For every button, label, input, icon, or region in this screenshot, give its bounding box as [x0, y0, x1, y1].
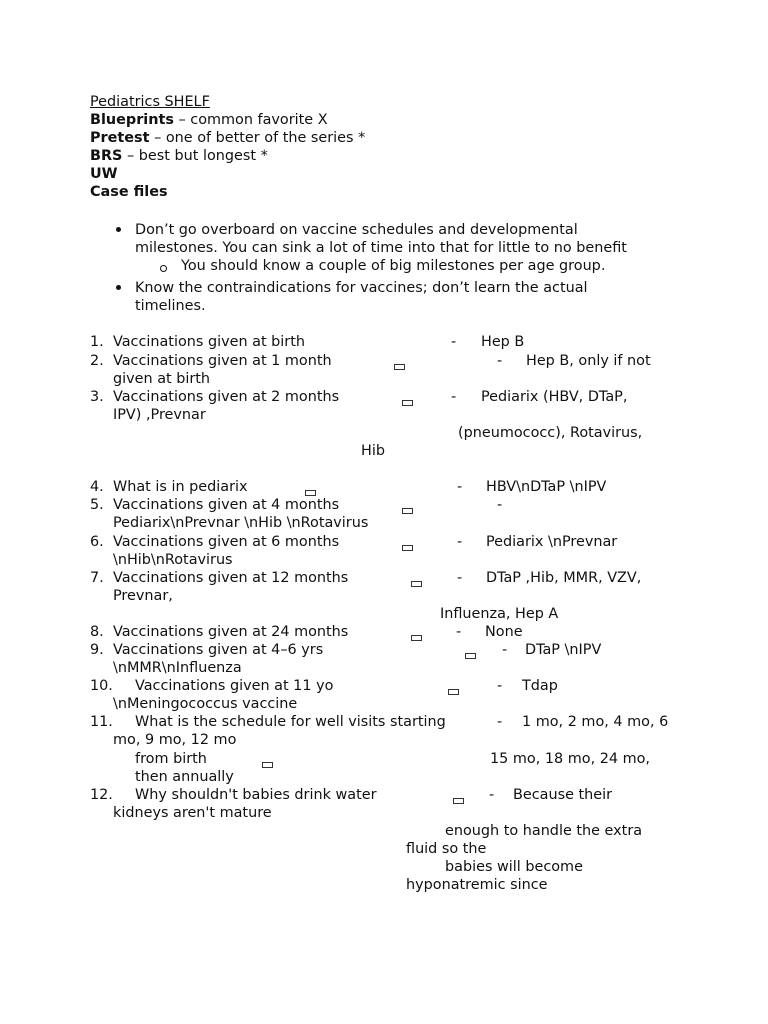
- card-number: 7.: [90, 570, 104, 586]
- card-continuation: Influenza, Hep A: [440, 606, 559, 622]
- card-continuation: then annually: [135, 769, 234, 785]
- resource-pretest: [90, 129, 365, 147]
- card-number: 5.: [90, 497, 104, 513]
- separator-box-icon: [402, 508, 413, 514]
- card-dash: -: [457, 570, 463, 586]
- tip-2-line-1: Know the contraindications for vaccines; don’t learn the actual: [135, 280, 588, 296]
- resource-blueprints: [90, 111, 328, 129]
- resource-case-files: Case files: [90, 184, 168, 200]
- separator-box-icon: [411, 635, 422, 641]
- card-answer: None: [485, 624, 523, 640]
- resource-name: BRS: [90, 148, 123, 164]
- card-question: Vaccinations given at 2 months: [113, 389, 340, 405]
- separator-box-icon: [262, 762, 273, 768]
- card-continuation: kidneys aren't mature: [113, 805, 272, 821]
- separator-box-icon: [465, 653, 476, 659]
- card-number: 11.: [90, 714, 113, 730]
- card-answer: HBV\nDTaP \nIPV: [486, 479, 607, 495]
- card-number: 6.: [90, 534, 104, 550]
- resource-note: – best but longest *: [122, 148, 268, 164]
- card-question: Vaccinations given at birth: [113, 334, 305, 350]
- card-answer: Hep B, only if not: [526, 353, 651, 369]
- card-dash: -: [457, 534, 463, 550]
- tip-1-line-1: Don’t go overboard on vaccine schedules and developmental: [135, 222, 578, 238]
- card-continuation: from birth: [135, 751, 207, 767]
- separator-box-icon: [394, 364, 405, 370]
- separator-box-icon: [453, 798, 464, 804]
- card-answer: 1 mo, 2 mo, 4 mo, 6: [522, 714, 669, 730]
- card-continuation: fluid so the: [406, 841, 487, 857]
- card-answer: Hep B: [481, 334, 525, 350]
- card-dash: -: [456, 624, 462, 640]
- card-continuation: IPV) ,Prevnar: [113, 407, 206, 423]
- card-dash: -: [497, 353, 503, 369]
- resource-name: Pretest: [90, 130, 150, 146]
- card-question: Vaccinations given at 12 months: [113, 570, 349, 586]
- card-continuation: Pediarix\nPrevnar \nHib \nRotavirus: [113, 515, 369, 531]
- card-question: Vaccinations given at 11 yo: [135, 678, 334, 694]
- card-continuation: \nMeningococcus vaccine: [113, 696, 298, 712]
- card-number: 4.: [90, 479, 104, 495]
- card-question: What is in pediarix: [113, 479, 248, 495]
- card-continuation: enough to handle the extra: [445, 823, 643, 839]
- card-question: Vaccinations given at 4–6 yrs: [113, 642, 324, 658]
- card-continuation: \nHib\nRotavirus: [113, 552, 233, 568]
- card-question: Vaccinations given at 24 months: [113, 624, 349, 640]
- card-number: 3.: [90, 389, 104, 405]
- card-continuation: Hib: [361, 443, 385, 459]
- card-question: Vaccinations given at 6 months: [113, 534, 340, 550]
- tip-1-subpoint: You should know a couple of big milestones per age group.: [181, 258, 606, 274]
- card-dash: -: [457, 479, 463, 495]
- card-number: 10.: [90, 678, 113, 694]
- card-number: 12.: [90, 787, 113, 803]
- card-number: 9.: [90, 642, 104, 658]
- separator-box-icon: [402, 545, 413, 551]
- card-continuation: given at birth: [113, 371, 211, 387]
- card-continuation: hyponatremic since: [406, 877, 548, 893]
- tip-2-line-2: timelines.: [135, 298, 206, 314]
- card-dash: -: [451, 334, 457, 350]
- resource-brs: [90, 147, 268, 165]
- card-question: Vaccinations given at 4 months: [113, 497, 340, 513]
- card-dash: -: [502, 642, 508, 658]
- tip-1-line-2: milestones. You can sink a lot of time into that for little to no benefit: [135, 240, 627, 256]
- card-number: 2.: [90, 353, 104, 369]
- card-answer: Pediarix (HBV, DTaP,: [481, 389, 628, 405]
- card-number: 8.: [90, 624, 104, 640]
- resource-note: – common favorite X: [173, 112, 328, 128]
- card-continuation: 15 mo, 18 mo, 24 mo,: [490, 751, 650, 767]
- card-question: Vaccinations given at 1 month: [113, 353, 332, 369]
- resource-name: Blueprints: [90, 112, 174, 128]
- bullet-icon: [116, 227, 121, 232]
- card-dash: -: [451, 389, 457, 405]
- resource-uw: UW: [90, 166, 118, 182]
- separator-box-icon: [411, 581, 422, 587]
- card-answer: Pediarix \nPrevnar: [486, 534, 618, 550]
- card-question: Why shouldn't babies drink water: [135, 787, 377, 803]
- card-answer: Tdap: [522, 678, 558, 694]
- card-continuation: (pneumococc), Rotavirus,: [458, 425, 643, 441]
- card-question: What is the schedule for well visits starting: [135, 714, 446, 730]
- document-title: Pediatrics SHELF: [90, 94, 210, 110]
- card-answer: Because their: [513, 787, 613, 803]
- card-dash: -: [497, 714, 503, 730]
- card-answer: DTaP \nIPV: [525, 642, 602, 658]
- sub-bullet-icon: [160, 265, 167, 272]
- card-dash: -: [497, 497, 503, 513]
- card-continuation: babies will become: [445, 859, 583, 875]
- card-continuation: Prevnar,: [113, 588, 173, 604]
- card-continuation: \nMMR\nInfluenza: [113, 660, 242, 676]
- card-dash: -: [489, 787, 495, 803]
- card-answer: DTaP ,Hib, MMR, VZV,: [486, 570, 642, 586]
- card-dash: -: [497, 678, 503, 694]
- separator-box-icon: [402, 400, 413, 406]
- card-number: 1.: [90, 334, 104, 350]
- separator-box-icon: [448, 689, 459, 695]
- card-continuation: mo, 9 mo, 12 mo: [113, 732, 237, 748]
- bullet-icon: [116, 285, 121, 290]
- resource-note: – one of better of the series *: [149, 130, 366, 146]
